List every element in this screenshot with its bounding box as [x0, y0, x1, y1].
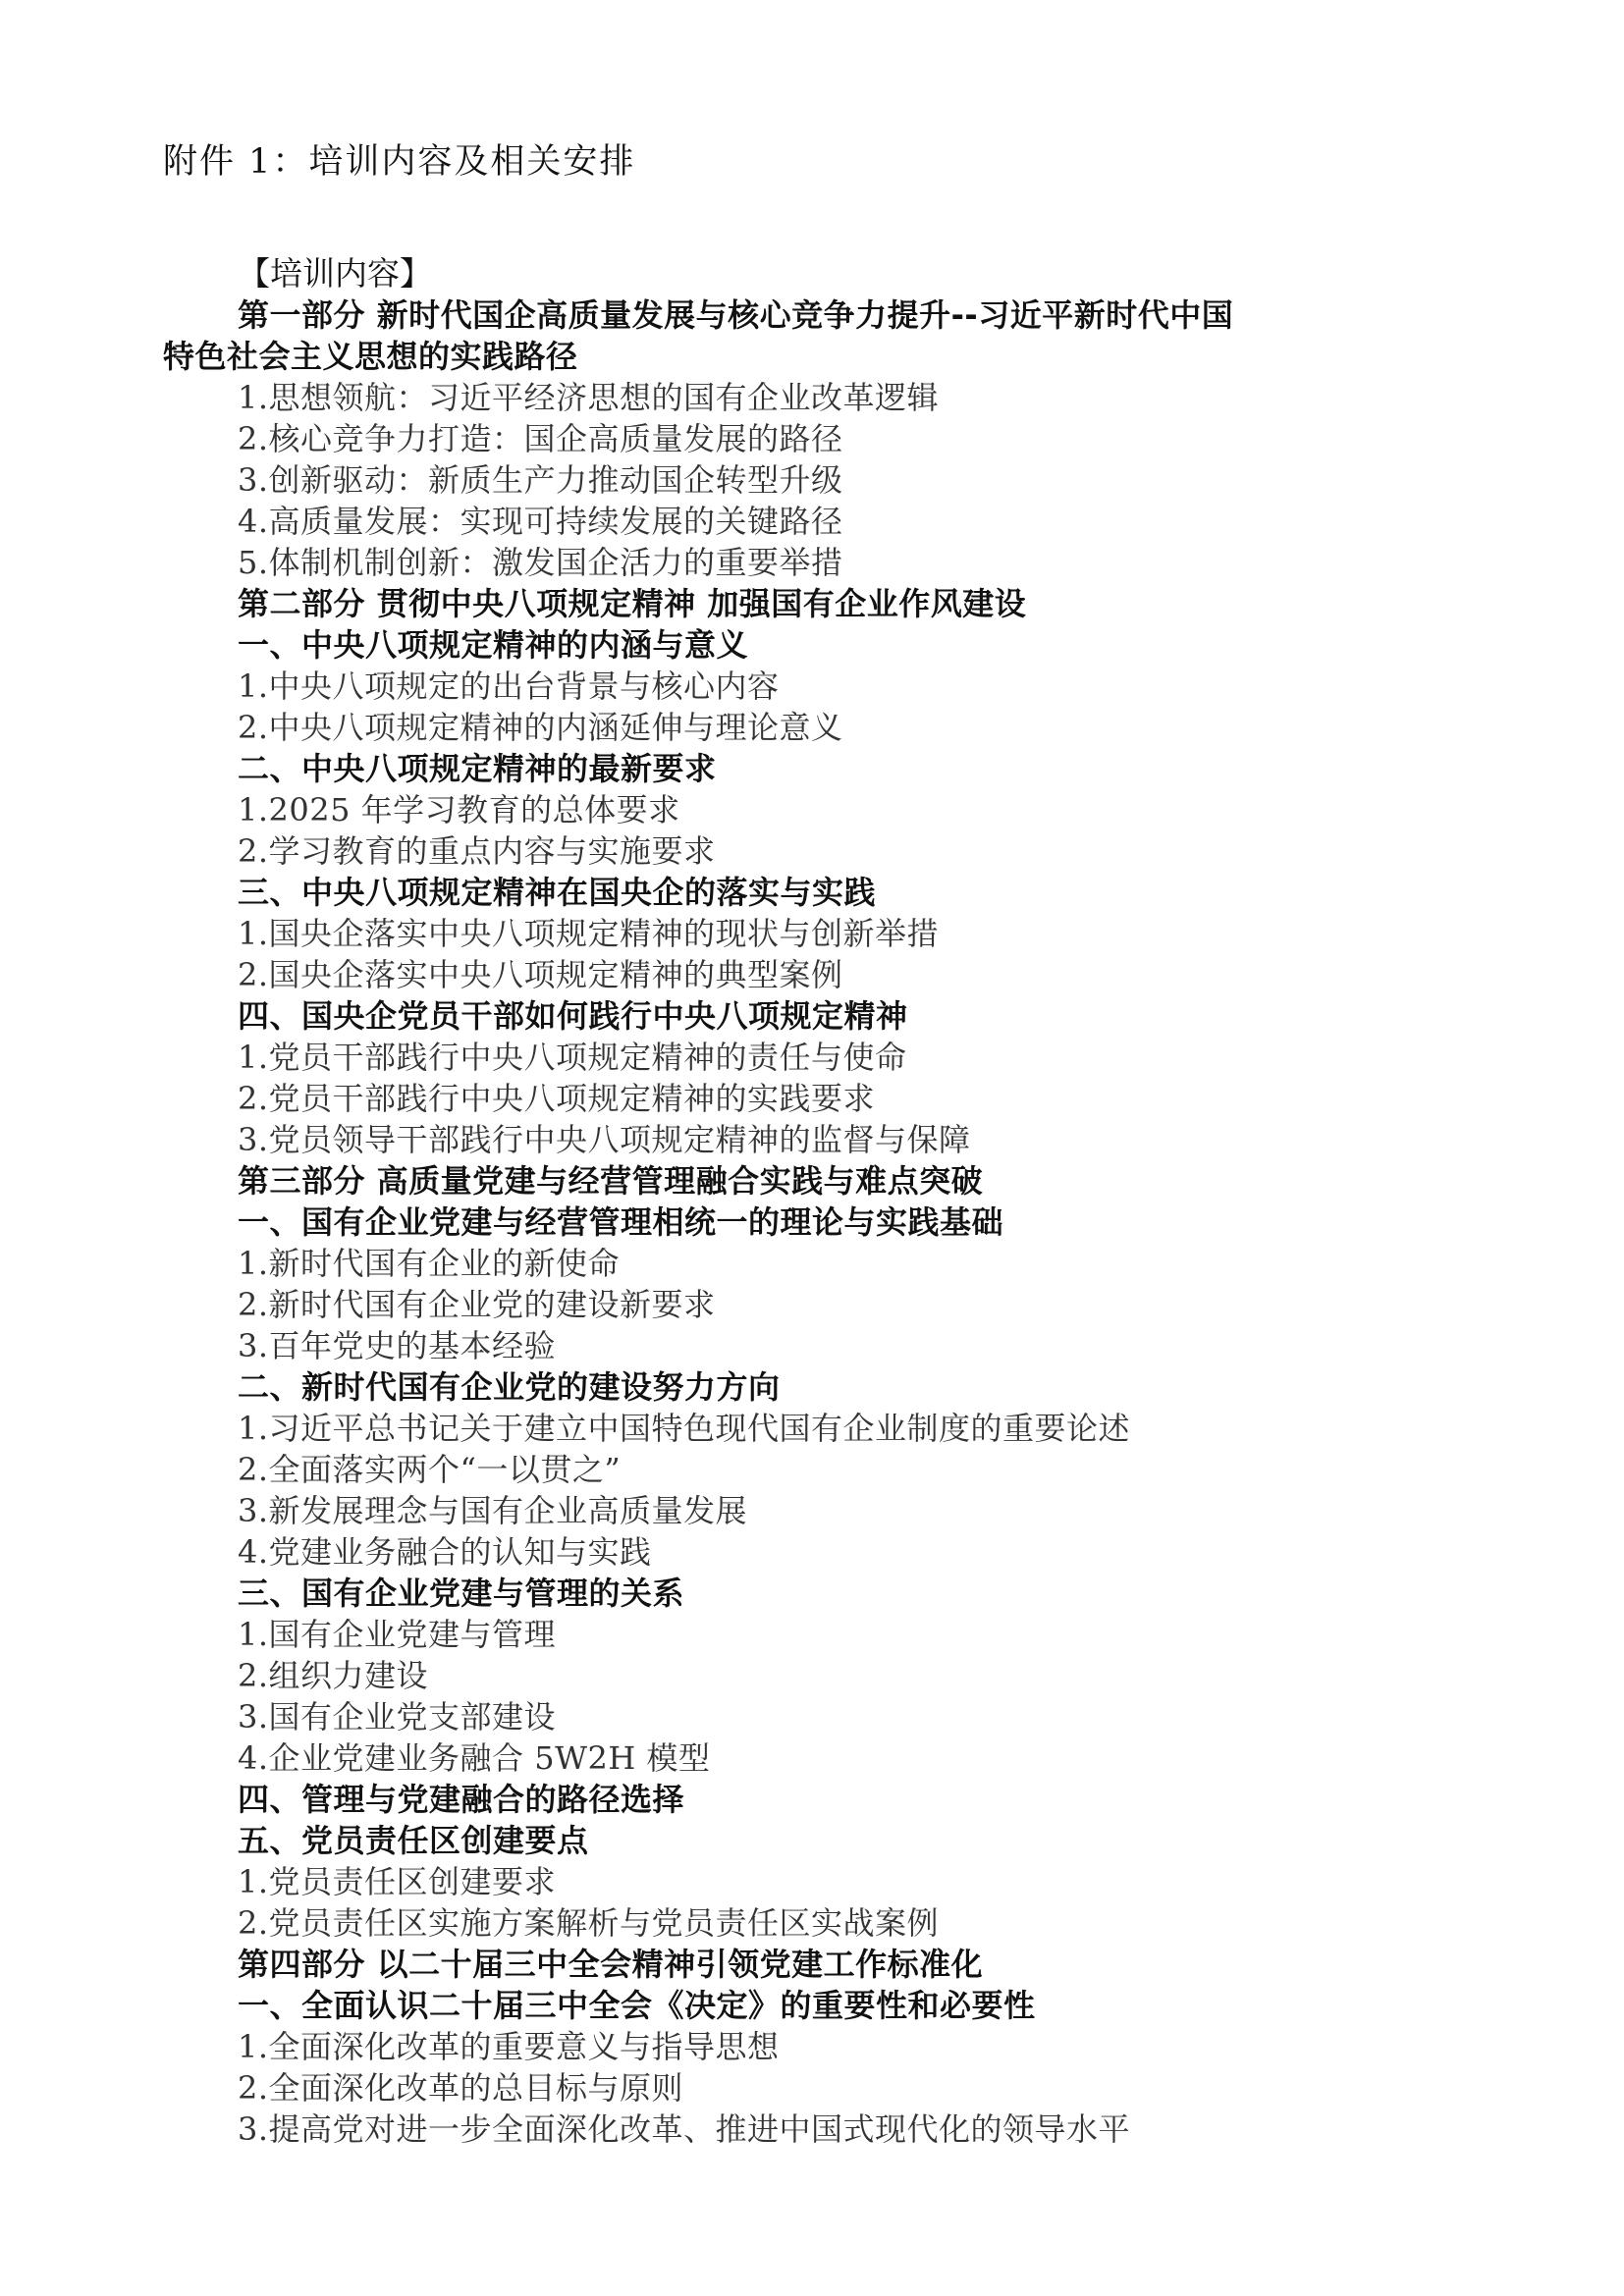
content-item: 1.党员干部践行中央八项规定精神的责任与使命	[238, 1039, 907, 1076]
content-heading: 三、国有企业党建与管理的关系	[238, 1575, 685, 1612]
content-heading: 第二部分 贯彻中央八项规定精神 加强国有企业作风建设	[238, 585, 1027, 622]
content-heading: 四、管理与党建融合的路径选择	[238, 1781, 685, 1818]
content-item: 2.学习教育的重点内容与实施要求	[238, 832, 716, 870]
content-item: 3.新发展理念与国有企业高质量发展	[238, 1492, 748, 1529]
content-item: 1.国央企落实中央八项规定精神的现状与创新举措	[238, 915, 940, 952]
content-item: 2.核心竞争力打造：国企高质量发展的路径	[238, 420, 843, 457]
content-heading: 二、中央八项规定精神的最新要求	[238, 750, 717, 787]
content-item: 2.党员干部践行中央八项规定精神的实践要求	[238, 1080, 876, 1117]
content-lines	[163, 294, 1479, 2150]
content-item: 1.2025 年学习教育的总体要求	[238, 791, 680, 828]
content-item: 1.中央八项规定的出台背景与核心内容	[238, 667, 780, 705]
content-heading: 一、国有企业党建与经营管理相统一的理论与实践基础	[238, 1203, 1004, 1241]
training-content	[163, 253, 1479, 2150]
content-item: 1.党员责任区创建要求	[238, 1863, 557, 1900]
content-item: 4.党建业务融合的认知与实践	[238, 1533, 652, 1571]
content-item: 3.创新驱动：新质生产力推动国企转型升级	[238, 461, 843, 499]
content-heading: 一、中央八项规定精神的内涵与意义	[238, 626, 749, 664]
content-item: 1.全面深化改革的重要意义与指导思想	[238, 2028, 780, 2065]
content-heading: 一、全面认识二十届三中全会《决定》的重要性和必要性	[238, 1987, 1036, 2024]
content-heading: 四、国央企党员干部如何践行中央八项规定精神	[238, 997, 908, 1035]
content-item: 3.国有企业党支部建设	[238, 1698, 557, 1735]
content-item: 1.习近平总书记关于建立中国特色现代国有企业制度的重要论述	[238, 1410, 1131, 1447]
content-item: 3.提高党对进一步全面深化改革、推进中国式现代化的领导水平	[238, 2110, 1131, 2148]
content-item: 4.高质量发展：实现可持续发展的关键路径	[238, 503, 843, 540]
section-heading: 【培训内容】	[238, 254, 432, 293]
content-item: 2.全面落实两个“一以贯之”	[238, 1451, 622, 1488]
content-item: 2.组织力建设	[238, 1657, 429, 1694]
content-item: 5.体制机制创新：激发国企活力的重要举措	[238, 544, 843, 581]
content-heading: 三、中央八项规定精神在国央企的落实与实践	[238, 874, 877, 911]
content-item: 2.国央企落实中央八项规定精神的典型案例	[238, 956, 843, 993]
content-item: 1.国有企业党建与管理	[238, 1616, 557, 1653]
content-item: 3.百年党史的基本经验	[238, 1327, 557, 1364]
content-heading-continuation: 特色社会主义思想的实践路径	[163, 338, 578, 375]
content-item: 3.党员领导干部践行中央八项规定精神的监督与保障	[238, 1121, 971, 1158]
content-heading: 五、党员责任区创建要点	[238, 1822, 589, 1859]
content-item: 2.中央八项规定精神的内涵延伸与理论意义	[238, 709, 843, 746]
content-heading: 第四部分 以二十届三中全会精神引领党建工作标准化	[238, 1946, 984, 1983]
content-item: 1.新时代国有企业的新使命	[238, 1245, 621, 1282]
content-item: 2.新时代国有企业党的建设新要求	[238, 1286, 716, 1323]
content-item: 2.全面深化改革的总目标与原则	[238, 2069, 684, 2107]
content-heading: 二、新时代国有企业党的建设努力方向	[238, 1368, 781, 1406]
content-heading: 第三部分 高质量党建与经营管理融合实践与难点突破	[238, 1162, 984, 1200]
content-item: 4.企业党建业务融合 5W2H 模型	[238, 1739, 711, 1777]
content-item: 1.思想领航：习近平经济思想的国有企业改革逻辑	[238, 379, 940, 416]
attachment-title: 附件 1：培训内容及相关安排	[163, 142, 636, 182]
content-heading: 第一部分 新时代国企高质量发展与核心竞争力提升--习近平新时代中国	[238, 296, 1234, 334]
content-item: 2.党员责任区实施方案解析与党员责任区实战案例	[238, 1904, 940, 1942]
